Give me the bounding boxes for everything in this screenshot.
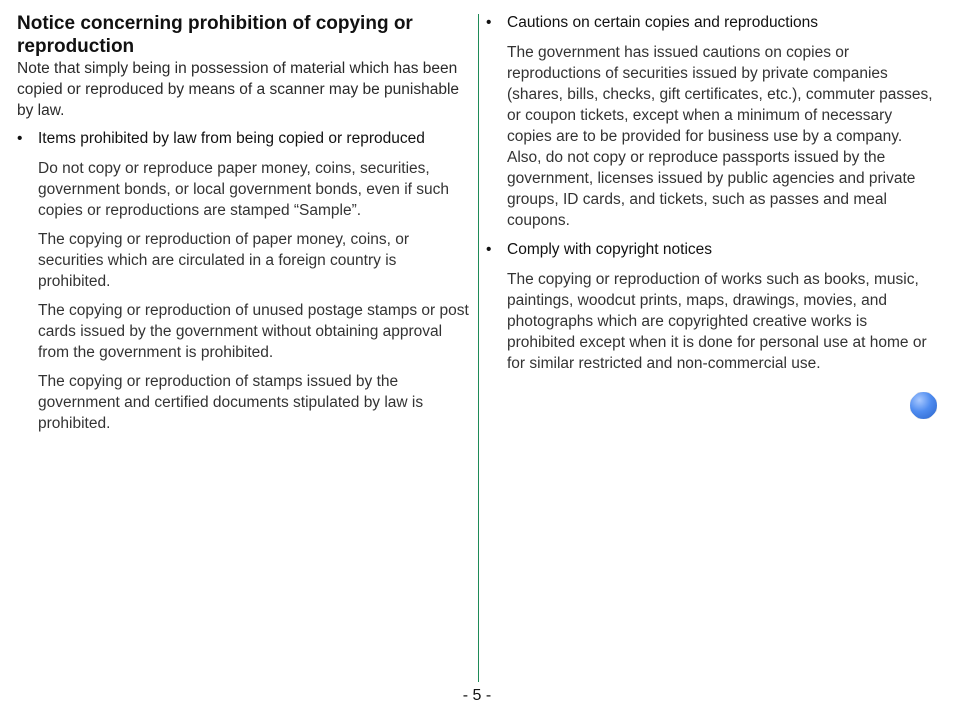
section-title-prohibited-items [17, 128, 472, 150]
paragraph-paper-money: Do not copy or reproduce paper money, coins, securities, government bonds, or local government bonds, even if such copies or reproductions are stamped “Sample”. [38, 160, 449, 219]
section-title-cautions [486, 12, 938, 34]
section-title-text: Items prohibited by law from being copied or reproduced [38, 130, 425, 147]
section-title-copyright [486, 239, 938, 261]
blue-octagon-button-icon[interactable] [910, 392, 937, 419]
section-title-text: Cautions on certain copies and reproductions [507, 14, 819, 31]
page-number: - 5 - [462, 687, 492, 704]
bullet-icon: • [486, 14, 492, 31]
paragraph-foreign-currency: The copying or reproduction of paper money, coins, or securities which are circulated in a foreign country is prohibited. [38, 231, 410, 290]
bullet-icon: • [17, 130, 23, 147]
bullet-icon: • [486, 241, 492, 258]
paragraph-cautions: The government has issued cautions on copies or reproductions of securities issued by private companies (shares, bills, checks, gift certificates, etc.), commuter passes, or coupon tickets, except when a minimum of necessary copies are to be provided for business use by a company. Also, do not copy or reproduce passports issued by the government, licenses issued by public agencies and private groups, ID cards, and tickets, such as passes and meal coupons. [507, 44, 933, 229]
intro-paragraph: Note that simply being in possession of material which has been copied or reproduced by means of a scanner may be punishable by law. [17, 60, 460, 119]
left-column [17, 12, 472, 442]
paragraph-copyright: The copying or reproduction of works such as books, music, paintings, woodcut prints, maps, drawings, movies, and photographs which are copyrighted creative works is prohibited except when it is done for personal use at home or for similar restricted and non-commercial use. [507, 271, 927, 372]
column-divider [478, 14, 479, 682]
page-heading: Notice concerning prohibition of copying or reproduction [17, 13, 413, 57]
section-title-text: Comply with copyright notices [507, 241, 713, 258]
paragraph-postage-stamps: The copying or reproduction of unused postage stamps or post cards issued by the government without obtaining approval from the government is prohibited. [38, 302, 469, 361]
paragraph-certified-documents: The copying or reproduction of stamps issued by the government and certified documents stipulated by law is prohibited. [38, 373, 424, 432]
right-column [486, 12, 938, 382]
